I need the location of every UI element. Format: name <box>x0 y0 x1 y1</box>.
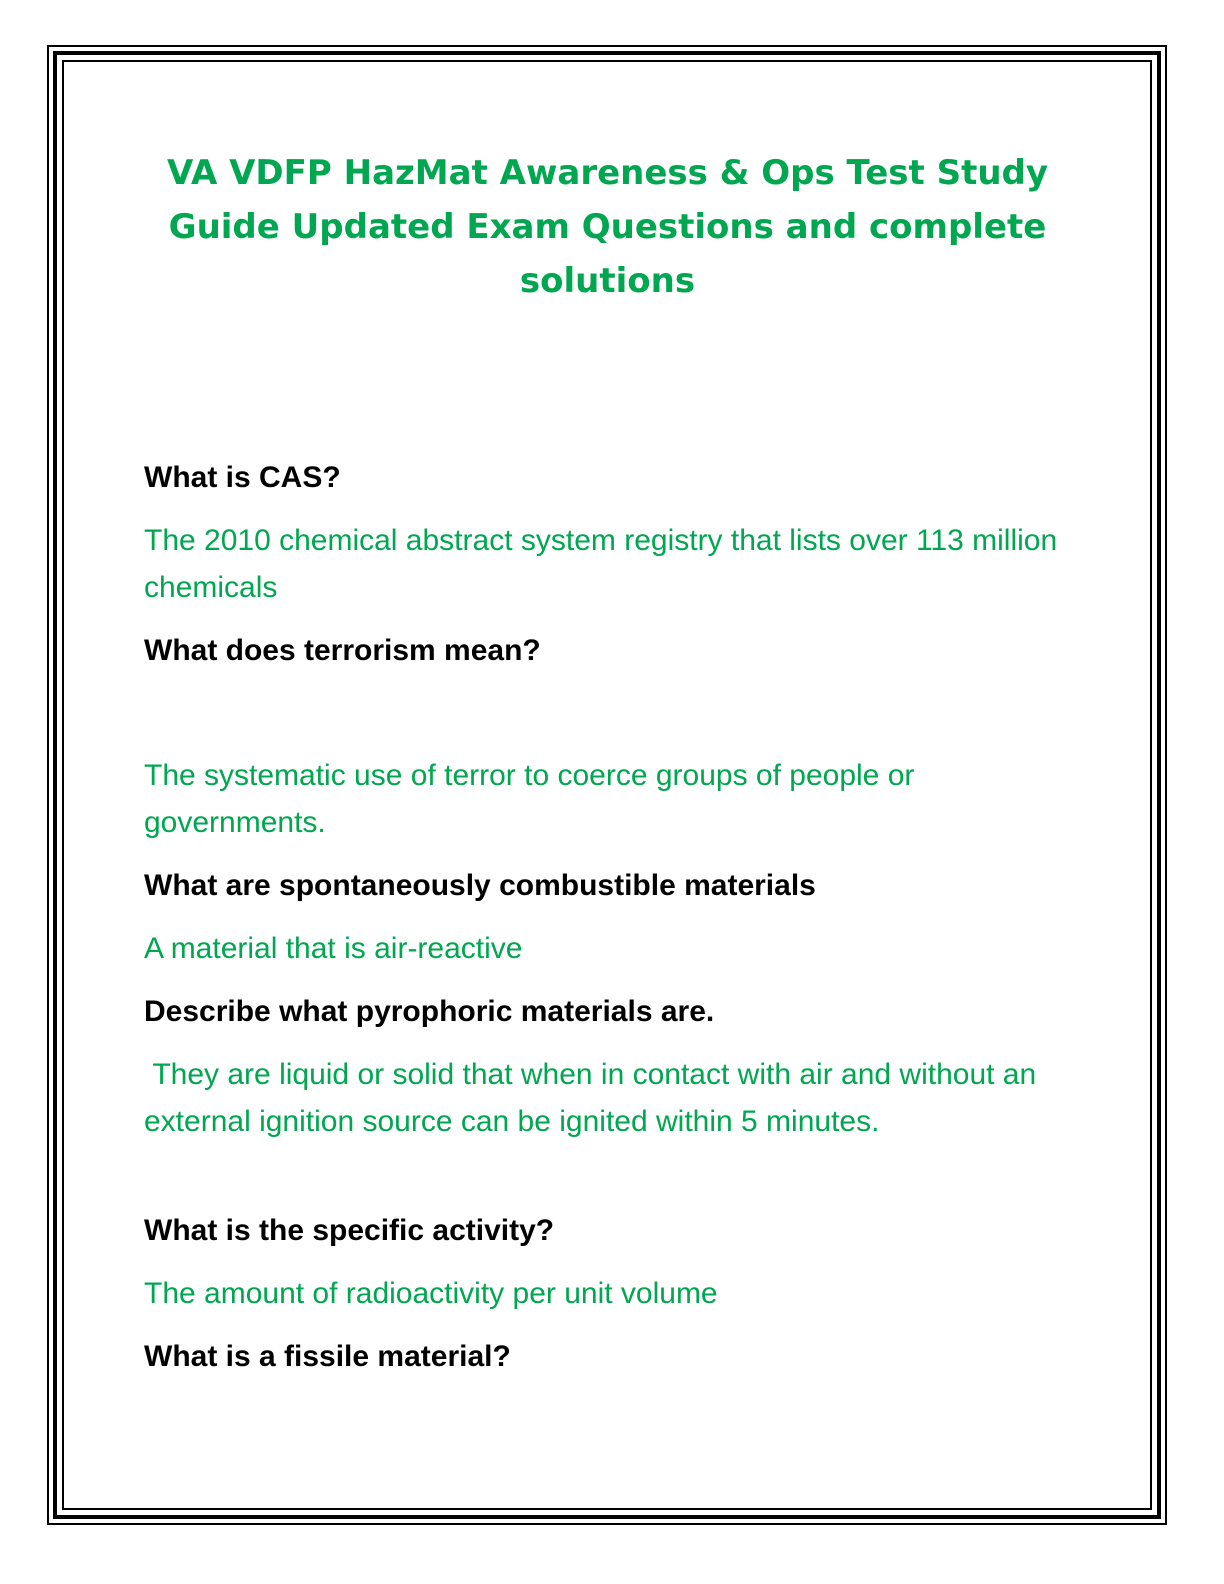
question-specific-activity: What is the specific activity? <box>144 1214 555 1247</box>
answer-cas: The 2010 chemical abstract system registry that lists over 113 million chemicals <box>144 524 1058 604</box>
answer-spontaneously-combustible: A material that is air-reactive <box>144 932 523 965</box>
question-terrorism: What does terrorism mean? <box>144 634 541 667</box>
question-cas: What is CAS? <box>144 461 341 494</box>
question-spontaneously-combustible: What are spontaneously combustible materials <box>144 869 816 902</box>
question-pyrophoric: Describe what pyrophoric materials are. <box>144 995 715 1028</box>
answer-pyrophoric: They are liquid or solid that when in contact with air and without an external ignition source can be ignited within 5 minutes. <box>144 1058 1045 1138</box>
answer-terrorism: The systematic use of terror to coerce groups of people or governments. <box>144 759 915 839</box>
question-fissile-material: What is a fissile material? <box>144 1340 511 1373</box>
answer-specific-activity: The amount of radioactivity per unit volume <box>144 1277 718 1310</box>
document-title: VA VDFP HazMat Awareness & Ops Test Study Guide Updated Exam Questions and complete solutions <box>166 153 1049 301</box>
